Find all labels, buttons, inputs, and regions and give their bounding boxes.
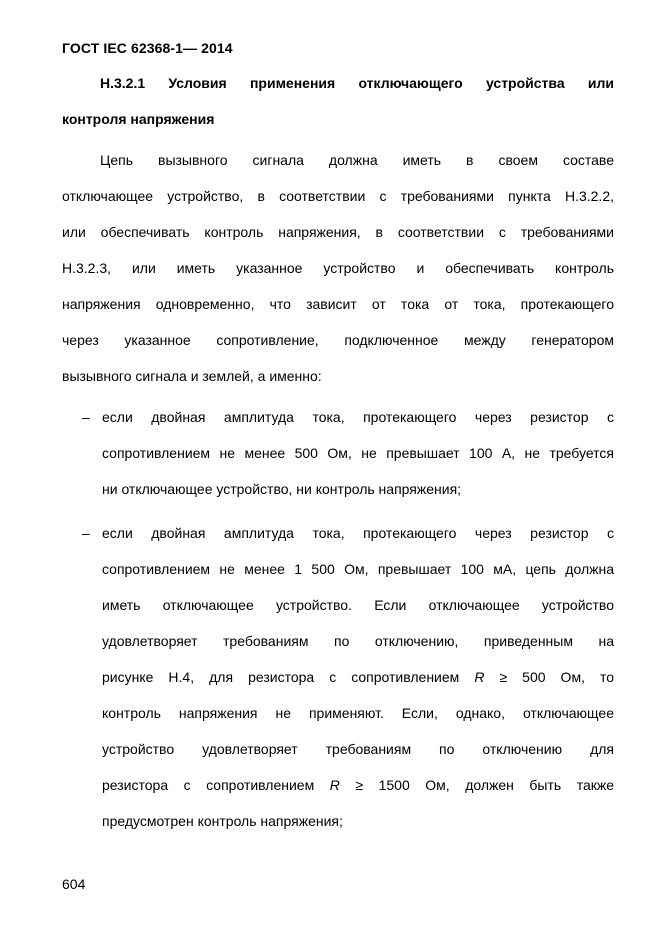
text-fragment: резистора с сопротивлением (102, 777, 315, 793)
list-dash: – (82, 525, 90, 541)
list-item-line: если двойная амплитуда тока, протекающего через резистор с (102, 409, 614, 425)
text-fragment: рисунке Н.4, для резистора с сопротивлением (102, 669, 460, 685)
intro-line: через указанное сопротивление, подключенное между генератором (62, 332, 614, 348)
list-item-line: ни отключающее устройство, ни контроль напряжения; (102, 481, 462, 497)
list-item-1 (62, 399, 614, 507)
intro-line: напряжения одновременно, что зависит от тока от тока, протекающего (62, 296, 614, 312)
intro-line: или обеспечивать контроль напряжения, в соответствии с требованиями (62, 224, 614, 240)
list-item-line: устройство удовлетворяет требованиям по отключению для (102, 741, 614, 757)
list-item-line: удовлетворяет требованиям по отключению, приведенным на (102, 633, 614, 649)
text-fragment: ≥ 500 Ом, то (499, 669, 615, 685)
list-item-line: контроль напряжения не применяют. Если, однако, отключающее (102, 705, 614, 721)
section-heading (62, 65, 614, 137)
list-item-line: сопротивлением не менее 1 500 Ом, превышает 100 мА, цепь должна (102, 561, 614, 577)
intro-line: отключающее устройство, в соответствии с требованиями пункта Н.3.2.2, (62, 188, 614, 204)
list-item-line: если двойная амплитуда тока, протекающего через резистор с (102, 525, 614, 541)
list-item-line: сопротивлением не менее 500 Ом, не превышает 100 А, не требуется (102, 445, 614, 461)
section-heading-line-2: контроля напряжения (62, 111, 215, 127)
intro-paragraph (62, 142, 614, 394)
intro-line: Цепь вызывного сигнала должна иметь в своем составе (100, 152, 614, 168)
intro-line: вызывного сигнала и землей, а именно: (62, 368, 322, 384)
variable-r: R (329, 777, 340, 793)
intro-line: Н.3.2.3, или иметь указанное устройство и обеспечивать контроль (62, 260, 614, 276)
section-heading-line-1: Н.3.2.1 Условия применения отключающего устройства или (100, 75, 614, 91)
text-fragment: ≥ 1500 Ом, должен быть также (355, 777, 615, 793)
variable-r: R (474, 669, 485, 685)
list-item-2 (62, 515, 614, 839)
list-item-line (102, 767, 614, 803)
document-header: ГОСТ IEC 62368-1— 2014 (62, 40, 233, 56)
list-item-line: иметь отключающее устройство. Если отключающее устройство (102, 597, 614, 613)
page-number: 604 (62, 876, 86, 892)
list-item-line (102, 659, 614, 695)
list-dash: – (82, 409, 90, 425)
list-item-line: предусмотрен контроль напряжения; (102, 813, 343, 829)
